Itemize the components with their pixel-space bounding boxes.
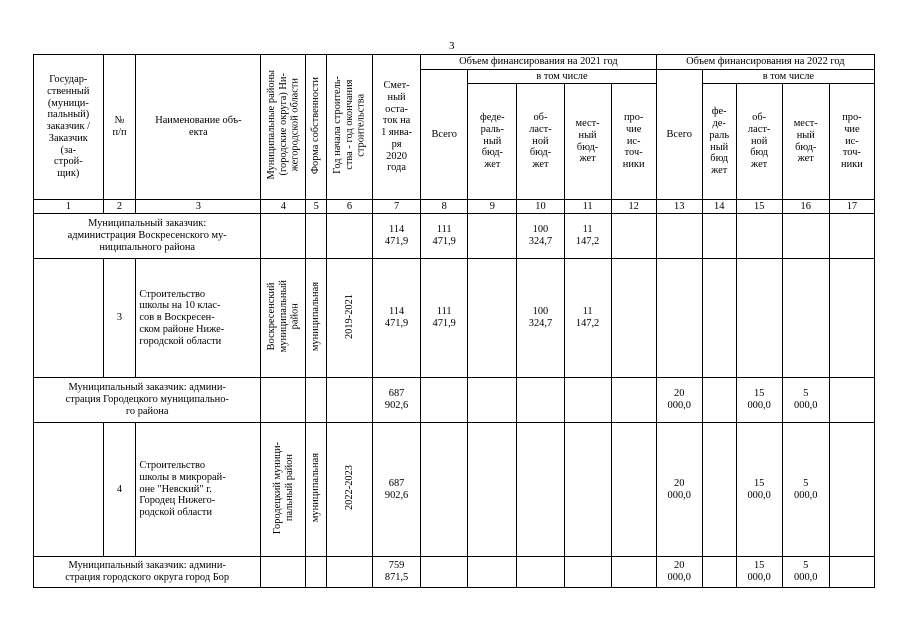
empty-cell [34, 423, 104, 557]
empty-cell [829, 557, 874, 588]
header-incl-2022: в том числе [702, 70, 874, 84]
object-ownership [306, 423, 326, 557]
object-number: 4 [103, 423, 136, 557]
empty-cell [564, 423, 611, 557]
empty-cell [702, 259, 736, 378]
empty-cell [468, 214, 517, 259]
local-2021-value: 11 147,2 [564, 259, 611, 378]
object-ownership [306, 259, 326, 378]
object-years [326, 259, 372, 378]
total-2022-value: 20 000,0 [656, 557, 702, 588]
local-2022-value: 5 000,0 [782, 423, 829, 557]
object-district [261, 259, 306, 378]
empty-cell [326, 557, 372, 588]
empty-cell [468, 378, 517, 423]
header-total-2022: Всего [656, 70, 702, 200]
page-number: 3 [449, 40, 455, 52]
empty-cell [421, 557, 468, 588]
total-2021-value: 111 471,9 [421, 214, 468, 259]
empty-cell [326, 378, 372, 423]
empty-cell [517, 423, 564, 557]
local-2022-value: 5 000,0 [782, 378, 829, 423]
object-name: Строительство школы на 10 клас- сов в Воскресен- ском районе Ниже- городской области [136, 259, 261, 378]
empty-cell [829, 423, 874, 557]
customer-group-row [34, 214, 875, 259]
regional-2022-value: 15 000,0 [736, 378, 782, 423]
empty-cell [736, 259, 782, 378]
empty-cell [326, 214, 372, 259]
regional-2021-value: 100 324,7 [517, 259, 564, 378]
header-years [326, 55, 372, 200]
empty-cell [306, 557, 326, 588]
customer-group-row [34, 378, 875, 423]
column-number: 14 [702, 200, 736, 214]
customer-group-row [34, 557, 875, 588]
empty-cell [261, 378, 306, 423]
empty-cell [468, 259, 517, 378]
estimate-value: 687 902,6 [373, 378, 421, 423]
object-row [34, 259, 875, 378]
empty-cell [611, 423, 656, 557]
header-regional-2022: об- ласт- ной бюд жет [736, 84, 782, 200]
empty-cell [702, 423, 736, 557]
header-fin-2021: Объем финансирования на 2021 год [421, 55, 657, 70]
object-number: 3 [103, 259, 136, 378]
empty-cell [702, 378, 736, 423]
total-2022-value: 20 000,0 [656, 423, 702, 557]
empty-cell [421, 378, 468, 423]
empty-cell [782, 214, 829, 259]
header-local-2021: мест- ный бюд- жет [564, 84, 611, 200]
empty-cell [306, 378, 326, 423]
column-number: 15 [736, 200, 782, 214]
header-other-2021: про- чие ис- точ- ники [611, 84, 656, 200]
empty-cell [702, 557, 736, 588]
empty-cell [702, 214, 736, 259]
empty-cell [829, 214, 874, 259]
header-total-2021: Всего [421, 70, 468, 200]
column-number: 12 [611, 200, 656, 214]
object-ownership-text: муниципальная [310, 453, 322, 523]
empty-cell [656, 259, 702, 378]
header-districts [261, 55, 306, 200]
customer-label: Муниципальный заказчик: админи- страция городского округа город Бор [34, 557, 261, 588]
object-years [326, 423, 372, 557]
local-2021-value: 11 147,2 [564, 214, 611, 259]
empty-cell [564, 557, 611, 588]
object-district-text: Воскресенский муниципальный район [265, 279, 301, 353]
total-2022-value: 20 000,0 [656, 378, 702, 423]
column-number: 4 [261, 200, 306, 214]
empty-cell [656, 214, 702, 259]
header-fin-2022: Объем финансирования на 2022 год [656, 55, 874, 70]
column-number: 17 [829, 200, 874, 214]
column-number: 3 [136, 200, 261, 214]
empty-cell [736, 214, 782, 259]
column-number: 10 [517, 200, 564, 214]
object-district [261, 423, 306, 557]
financing-table [33, 54, 875, 588]
empty-cell [34, 259, 104, 378]
header-incl-2021: в том числе [468, 70, 656, 84]
empty-cell [517, 378, 564, 423]
empty-cell [261, 214, 306, 259]
object-row [34, 423, 875, 557]
header-num: № п/п [103, 55, 136, 200]
header-years-text: Год начала строитель- ства - год окончания строительства [331, 76, 367, 174]
column-number: 5 [306, 200, 326, 214]
header-other-2022: про- чие ис- точ- ники [829, 84, 874, 200]
object-ownership-text: муниципальная [310, 281, 322, 351]
column-number: 2 [103, 200, 136, 214]
customer-label: Муниципальный заказчик: администрация Воскресенского му- ниципального района [34, 214, 261, 259]
header-estimate: Смет- ный оста- ток на 1 янва- ря 2020 года [373, 55, 421, 200]
column-number: 7 [373, 200, 421, 214]
empty-cell [306, 214, 326, 259]
estimate-value: 114 471,9 [373, 259, 421, 378]
empty-cell [517, 557, 564, 588]
empty-cell [611, 557, 656, 588]
object-years-text: 2022-2023 [343, 465, 355, 511]
header-ownership [306, 55, 326, 200]
empty-cell [468, 557, 517, 588]
total-2021-value: 111 471,9 [421, 259, 468, 378]
column-number: 16 [782, 200, 829, 214]
empty-cell [468, 423, 517, 557]
local-2022-value: 5 000,0 [782, 557, 829, 588]
header-object-name: Наименование объ- екта [136, 55, 261, 200]
column-number: 11 [564, 200, 611, 214]
empty-cell [611, 259, 656, 378]
header-federal-2021: феде- раль- ный бюд- жет [468, 84, 517, 200]
empty-cell [564, 378, 611, 423]
customer-label: Муниципальный заказчик: админи- страция Городецкого муниципально- го района [34, 378, 261, 423]
header-districts-text: Муниципальные районы (городские округа) Ни- жегородской области [265, 70, 301, 180]
empty-cell [611, 378, 656, 423]
regional-2022-value: 15 000,0 [736, 557, 782, 588]
header-ownership-text: Форма собственности [310, 76, 322, 174]
regional-2022-value: 15 000,0 [736, 423, 782, 557]
empty-cell [261, 557, 306, 588]
header-customer: Государ- ственный (муници- пальный) заказчик / Заказчик (за- строй- щик) [34, 55, 104, 200]
estimate-value: 687 902,6 [373, 423, 421, 557]
column-number: 9 [468, 200, 517, 214]
empty-cell [782, 259, 829, 378]
header-regional-2021: об- ласт- ной бюд- жет [517, 84, 564, 200]
object-name: Строительство школы в микрорай- оне "Невский" г. Городец Нижего- родской области [136, 423, 261, 557]
empty-cell [421, 423, 468, 557]
empty-cell [829, 259, 874, 378]
column-number: 13 [656, 200, 702, 214]
column-number: 1 [34, 200, 104, 214]
empty-cell [829, 378, 874, 423]
object-district-text: Городецкий муници- пальный район [271, 441, 295, 534]
object-years-text: 2019-2021 [343, 293, 355, 339]
column-number: 8 [421, 200, 468, 214]
column-number-row [34, 200, 875, 214]
estimate-value: 114 471,9 [373, 214, 421, 259]
column-number: 6 [326, 200, 372, 214]
header-federal-2022: фе- де- раль ный бюд жет [702, 84, 736, 200]
estimate-value: 759 871,5 [373, 557, 421, 588]
header-local-2022: мест- ный бюд- жет [782, 84, 829, 200]
regional-2021-value: 100 324,7 [517, 214, 564, 259]
empty-cell [611, 214, 656, 259]
